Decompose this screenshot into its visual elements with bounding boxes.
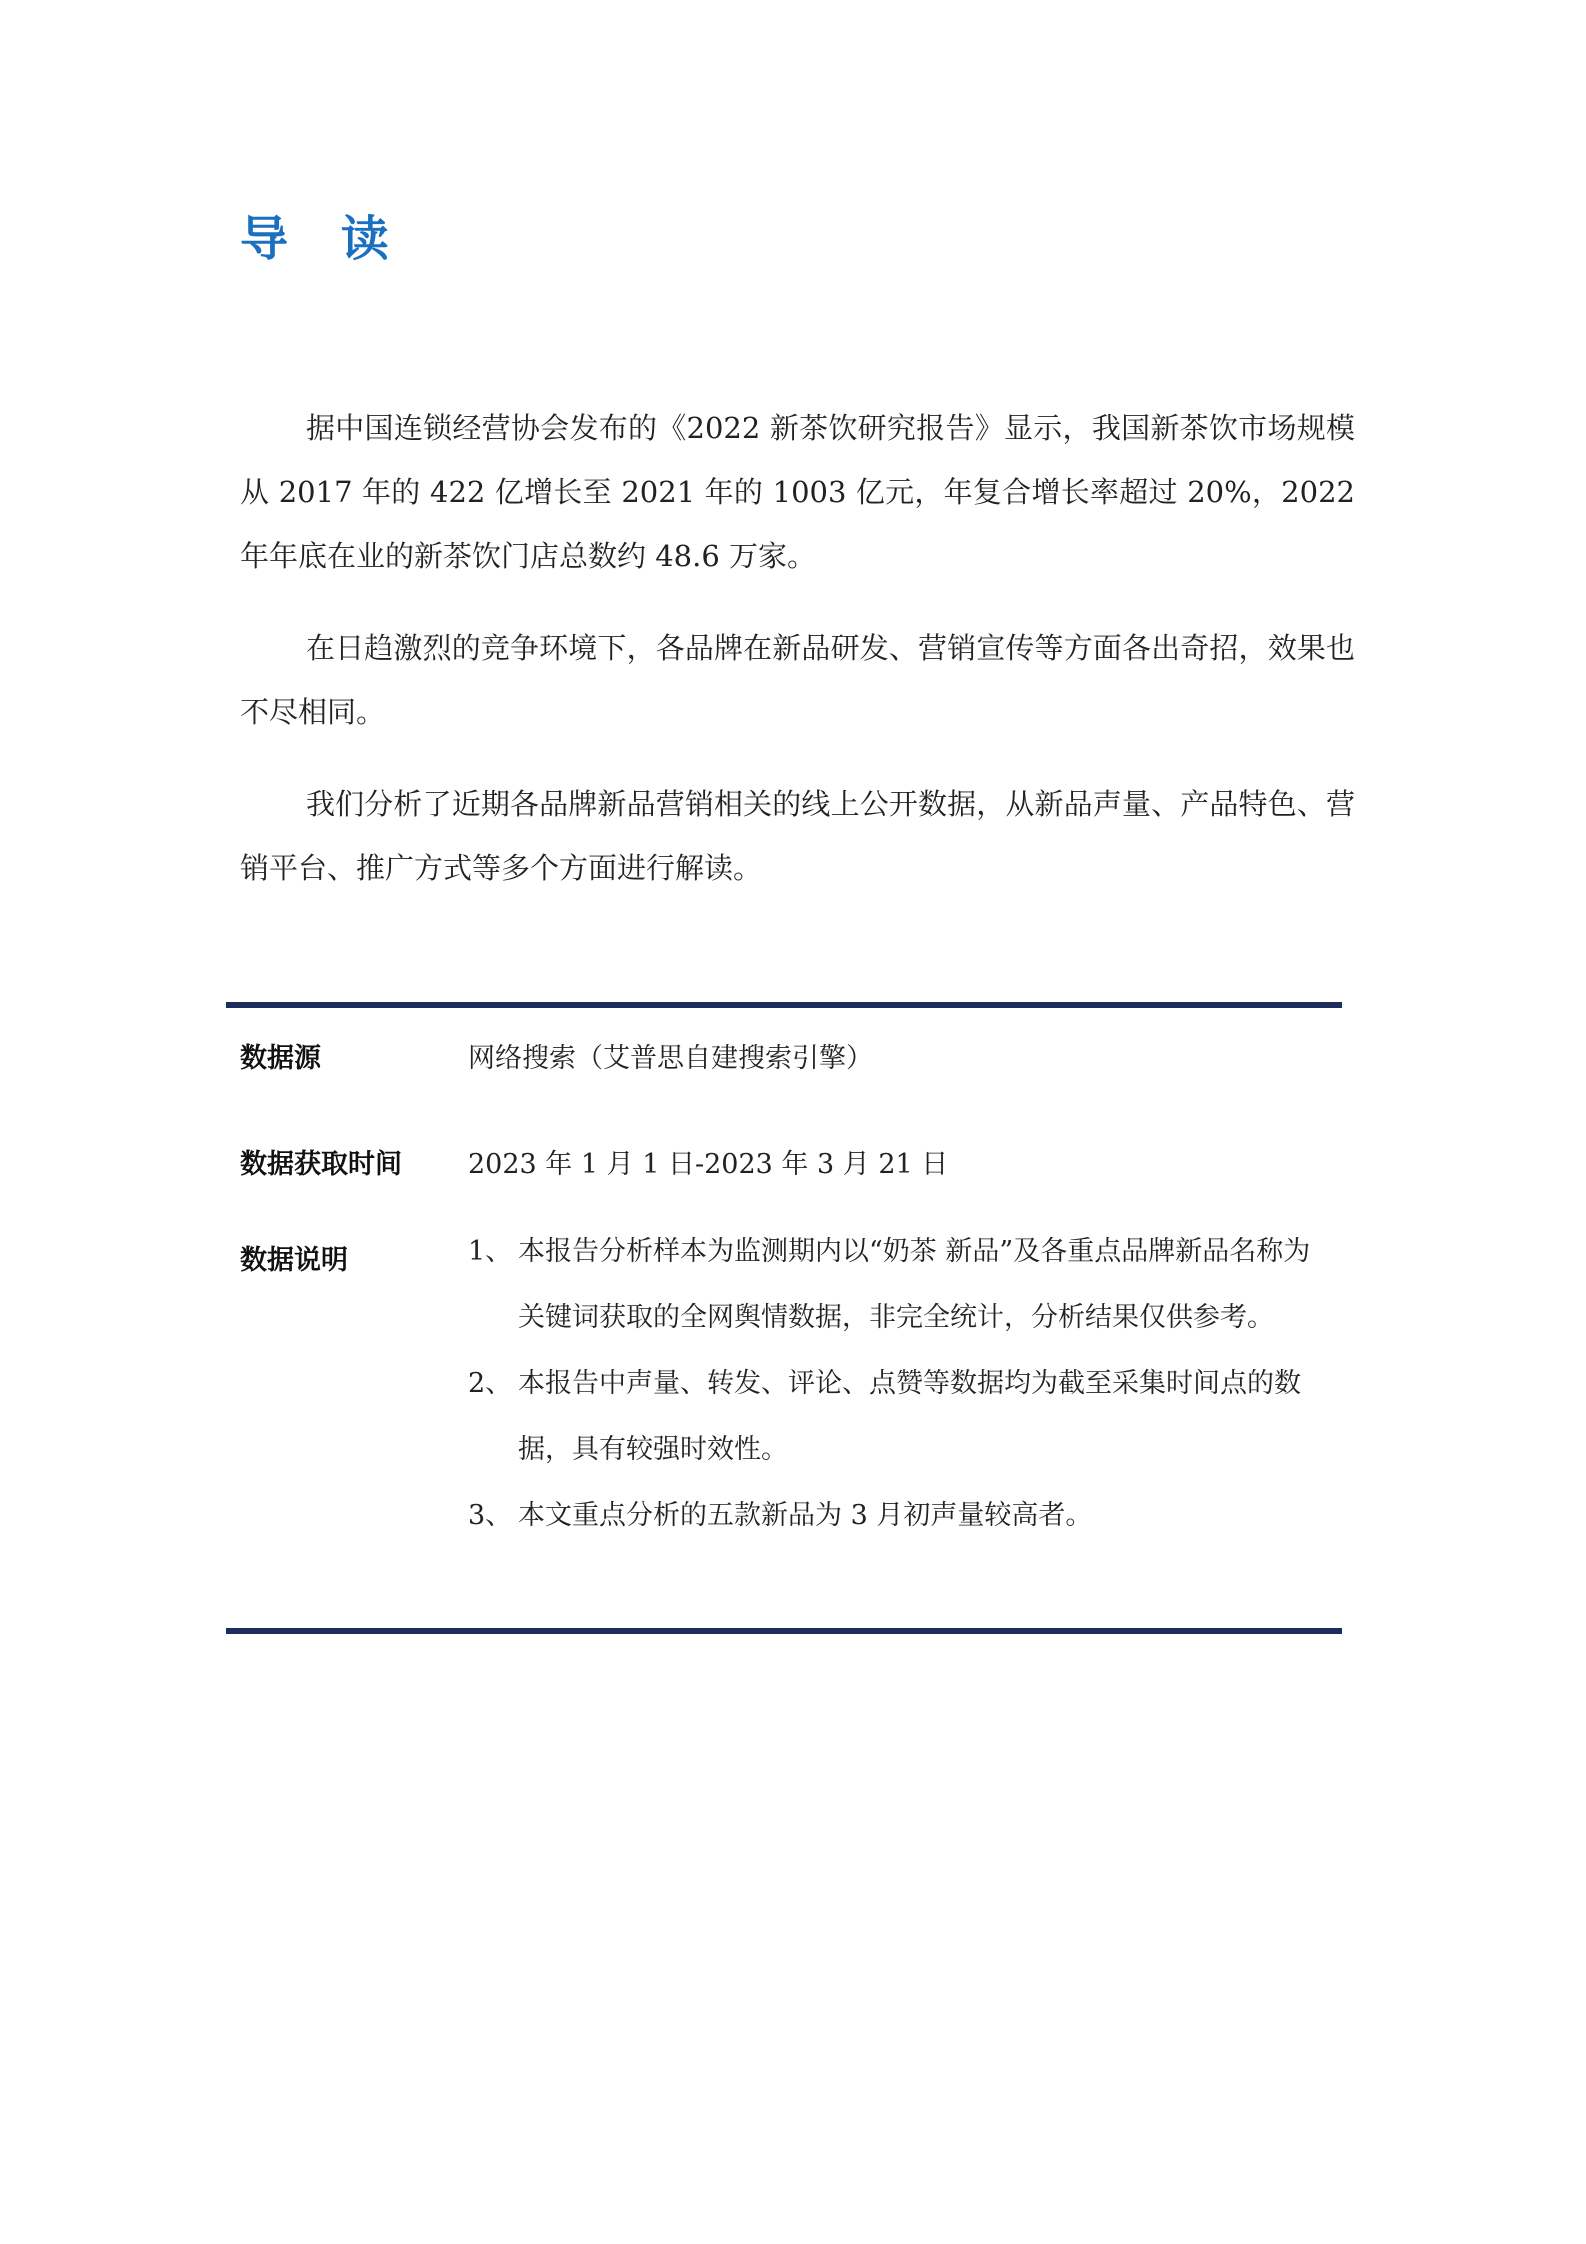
- intro-paragraph-2: 在日趋激烈的竞争环境下，各品牌在新品研发、营销宣传等方面各出奇招，效果也不尽相同。: [240, 631, 1355, 729]
- note-text: 本报告分析样本为监测期内以“奶茶 新品”及各重点品牌新品名称为关键词获取的全网舆情数据，非完全统计，分析结果仅供参考。: [518, 1236, 1311, 1333]
- time-label: 数据获取时间: [240, 1149, 402, 1180]
- note-item: [468, 1483, 1328, 1549]
- note-item: [468, 1219, 1328, 1351]
- note-item: [468, 1351, 1328, 1483]
- intro-paragraph-3: 我们分析了近期各品牌新品营销相关的线上公开数据，从新品声量、产品特色、营销平台、推广方式等多个方面进行解读。: [240, 787, 1355, 885]
- note-number: 3、: [468, 1500, 513, 1531]
- time-value: 2023 年 1 月 1 日-2023 年 3 月 21 日: [468, 1149, 949, 1180]
- bottom-divider: [226, 1628, 1342, 1634]
- source-value: 网络搜索（艾普思自建搜索引擎）: [468, 1043, 873, 1074]
- note-number: 1、: [468, 1236, 513, 1267]
- notes-label: 数据说明: [240, 1245, 348, 1276]
- top-divider: [226, 1002, 1342, 1008]
- intro-paragraph-1: 据中国连锁经营协会发布的《2022 新茶饮研究报告》显示，我国新茶饮市场规模从 2017 年的 422 亿增长至 2021 年的 1003 亿元，年复合增长率超过 20%，2022 年年底在业的新茶饮门店总数约 48.6 万家。: [240, 411, 1355, 573]
- note-number: 2、: [468, 1368, 513, 1399]
- notes-list: [468, 1238, 1328, 1549]
- intro-section: [240, 396, 1355, 928]
- source-label: 数据源: [240, 1043, 321, 1074]
- page-title: 导 读: [240, 211, 407, 267]
- note-text: 本报告中声量、转发、评论、点赞等数据均为截至采集时间点的数据，具有较强时效性。: [518, 1368, 1301, 1465]
- note-text: 本文重点分析的五款新品为 3 月初声量较高者。: [518, 1500, 1093, 1531]
